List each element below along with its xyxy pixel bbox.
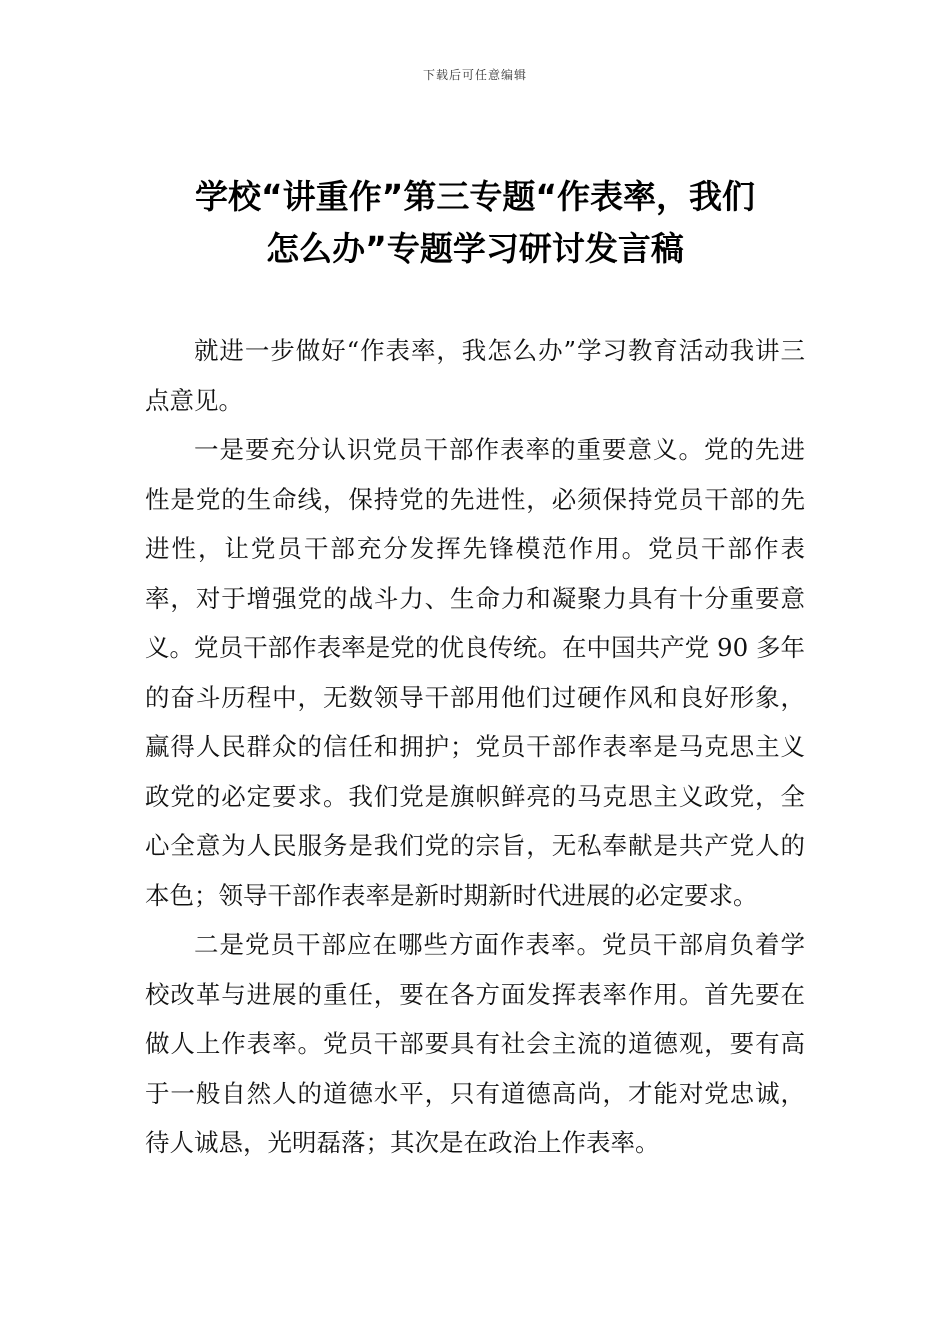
body-paragraph-point-one: 一是要充分认识党员干部作表率的重要意义。党的先进性是党的生命线，保持党的先进性，必须保持党员干部的先进性，让党员干部充分发挥先锋模范作用。党员干部作表率，对于增强党的战斗力、生命力和凝聚力具有十分重要意义。党员干部作表率是党的优良传统。在中国共产党 90 多年的奋斗历程中，无数领导干部用他们过硬作风和良好形象，赢得人民群众的信任和拥护；党员干部作表率是马克思主义政党的必定要求。我们党是旗帜鲜亮的马克思主义政党，全心全意为人民服务是我们党的宗旨，无私奉献是共产党人的本色；领导干部作表率是新时期新时代进展的必定要求。 — [145, 435, 805, 910]
body-paragraph-point-two: 二是党员干部应在哪些方面作表率。党员干部肩负着学校改革与进展的重任，要在各方面发挥表率作用。首先要在做人上作表率。党员干部要具有社会主流的道德观，要有高于一般自然人的道德水平，只有道德高尚，才能对党忠诚，待人诚恳，光明磊落；其次是在政治上作表率。 — [145, 930, 805, 1157]
page-header-note: 下载后可任意编辑 — [422, 68, 527, 82]
document-title-line-2: 怎么办”专题学习研讨发言稿 — [266, 229, 684, 268]
document-title — [120, 171, 830, 275]
document-body — [145, 326, 805, 1168]
body-paragraph-intro: 就进一步做好“作表率，我怎么办”学习教育活动我讲三点意见。 — [145, 336, 805, 415]
document-title-line-1: 学校“讲重作”第三专题“作表率，我们 — [194, 177, 756, 216]
